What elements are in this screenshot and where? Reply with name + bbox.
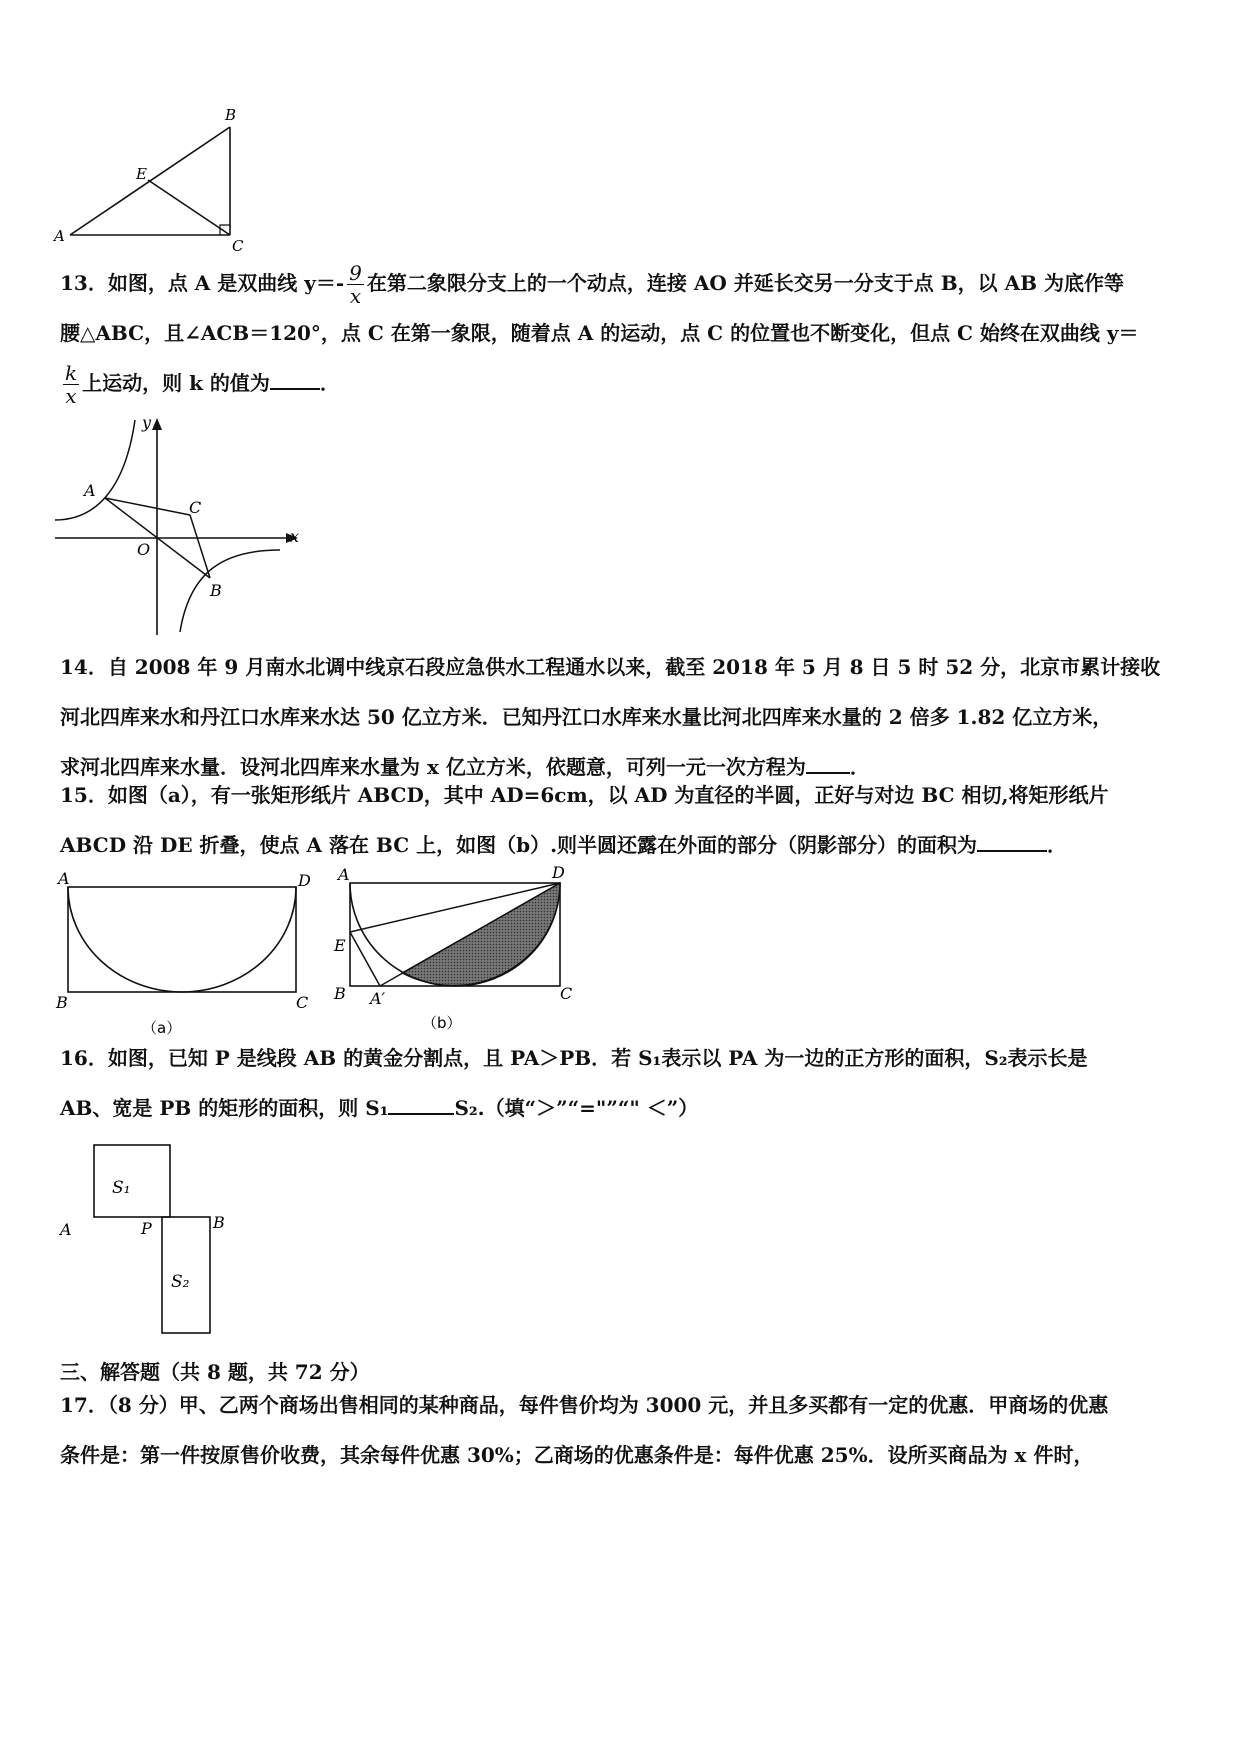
q16-text-2a: AB、宽是 PB 的矩形的面积，则 S₁ <box>60 1096 389 1120</box>
caption-b: （b） <box>422 1014 462 1032</box>
label-B: B <box>334 984 346 1003</box>
label-S1: S₁ <box>112 1178 131 1198</box>
label-A: A <box>54 227 65 245</box>
label-O: O <box>137 540 151 559</box>
label-B: B <box>213 1213 225 1232</box>
q13-text-1a: 如图，点 A 是双曲线 y＝- <box>107 271 345 295</box>
q15-text-2: ABCD 沿 DE 折叠，使点 A 落在 BC 上，如图（b）.则半圆还露在外面的部分（阴影部分）的面积为 <box>60 833 978 857</box>
label-A: A <box>58 870 70 888</box>
label-B: B <box>56 993 68 1012</box>
label-C: C <box>560 984 573 1003</box>
section-heading: 三、解答题（共 8 题，共 72 分） <box>60 1360 370 1384</box>
rectangle-figure-b <box>330 862 630 1047</box>
q14-text-3: 求河北四库来水量．设河北四库来水量为 x 亿立方米，依题意，可列一元一次方程为 <box>60 755 806 779</box>
fraction-9-over-x: $\frac{9}{x}$ <box>349 261 362 308</box>
label-C: C <box>189 498 202 517</box>
answer-blank[interactable] <box>977 832 1047 852</box>
label-B: B <box>225 106 237 124</box>
hyperbola-figure <box>50 410 310 640</box>
label-A-prime: A′ <box>370 989 386 1008</box>
question-13: 13．如图，点 A 是双曲线 y＝- $\frac{9}{x}$ 在第二象限分支上的一个动点，连接 AO 并延长交另一分支于点 B，以 AB 为底作等 腰△ABC，且∠ACB＝120°，点 C 在第一象限，随着点 A 的运动，点 C 的位置也不断变化，但点 C 始终在双曲线 y＝ $\frac{k}{x}$ 上运动，则 k 的值为 ． <box>60 258 1190 408</box>
question-17 <box>60 1380 1190 1480</box>
label-E: E <box>136 165 147 183</box>
rectangle-figure-a <box>50 870 330 1045</box>
q13-text-3: 上运动，则 k 的值为 <box>82 371 270 395</box>
question-14: 14．自 2008 年 9 月南水北调中线京石段应急供水工程通水以来，截至 2018 年 5 月 8 日 5 时 52 分，北京市累计接收 河北四库来水和丹江口水库来水达 50 亿立方米．已知丹江口水库来水量比河北四库来水量的 2 倍多 1.82 亿立方米， 求河北四库来水量．设河北四库来水量为 x 亿立方米，依题意，可列一元一次方程为 ． <box>60 642 1190 792</box>
label-C: C <box>296 993 309 1012</box>
label-x: x <box>290 527 300 546</box>
answer-blank[interactable] <box>388 1095 454 1115</box>
label-A: A <box>60 1220 72 1239</box>
label-y: y <box>142 413 152 432</box>
label-D: D <box>298 871 311 890</box>
q15-text-1: 15．如图（a），有一张矩形纸片 ABCD，其中 AD=6cm，以 AD 为直径的半圆，正好与对边 BC 相切,将矩形纸片 <box>60 783 1109 807</box>
q17-text-2: 条件是：第一件按原售价收费，其余每件优惠 30%；乙商场的优惠条件是：每件优惠 25%．设所买商品为 x 件时， <box>60 1443 1094 1467</box>
q13-text-2: 腰△ABC，且∠ACB＝120°，点 C 在第一象限，随着点 A 的运动，点 C 的位置也不断变化，但点 C 始终在双曲线 y＝ <box>60 321 1139 345</box>
label-D: D <box>552 863 565 882</box>
label-B: B <box>210 581 222 600</box>
label-P: P <box>141 1219 152 1238</box>
question-number: 13． <box>60 271 108 295</box>
fraction-k-over-x: $\frac{k}{x}$ <box>65 361 78 408</box>
label-A: A <box>338 865 350 884</box>
answer-blank[interactable] <box>270 370 320 390</box>
label-S2: S₂ <box>171 1272 190 1292</box>
q16-text-2b: S₂.（填“＞”“="”“" ＜”） <box>454 1096 699 1120</box>
q17-text-1: 17．（8 分）甲、乙两个商场出售相同的某种商品，每件售价均为 3000 元，并且多买都有一定的优惠．甲商场的优惠 <box>60 1393 1109 1417</box>
triangle-figure <box>50 105 270 255</box>
golden-section-figure <box>50 1135 270 1345</box>
label-E: E <box>334 936 346 955</box>
label-C: C <box>232 237 244 255</box>
q13-text-1b: 在第二象限分支上的一个动点，连接 AO 并延长交另一分支于点 B，以 AB 为底作等 <box>366 271 1124 295</box>
q16-text-1: 16．如图，已知 P 是线段 AB 的黄金分割点，且 PA＞PB．若 S₁表示以 PA 为一边的正方形的面积，S₂表示长是 <box>60 1046 1088 1070</box>
q14-text-1: 14．自 2008 年 9 月南水北调中线京石段应急供水工程通水以来，截至 2018 年 5 月 8 日 5 时 52 分，北京市累计接收 <box>60 655 1161 679</box>
label-A: A <box>84 481 96 500</box>
question-16 <box>60 1033 1190 1133</box>
caption-a: （a） <box>142 1019 182 1037</box>
question-15: 15．如图（a），有一张矩形纸片 ABCD，其中 AD=6cm，以 AD 为直径的半圆，正好与对边 BC 相切,将矩形纸片 ABCD 沿 DE 折叠，使点 A 落在 BC 上，如图（b）.则半圆还露在外面的部分（阴影部分）的面积为 ． <box>60 770 1190 870</box>
q14-text-2: 河北四库来水和丹江口水库来水达 50 亿立方米．已知丹江口水库来水量比河北四库来水量的 2 倍多 1.82 亿立方米， <box>60 705 1113 729</box>
